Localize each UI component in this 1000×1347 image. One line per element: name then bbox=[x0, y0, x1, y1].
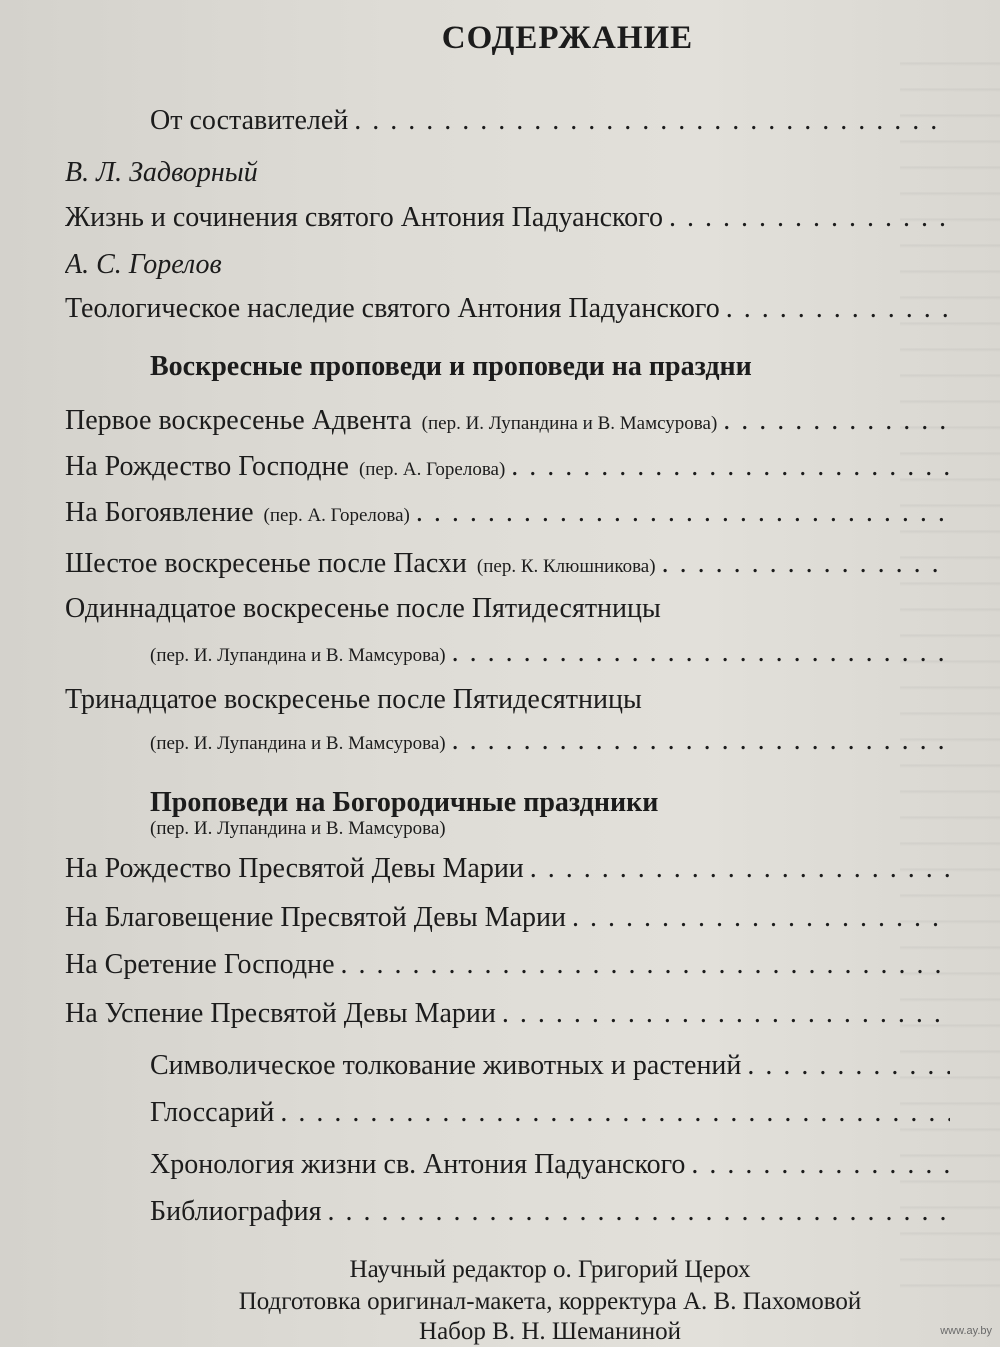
credit-editor: Научный редактор о. Григорий Церох bbox=[349, 1256, 751, 1283]
toc-entry-title-line bbox=[65, 683, 950, 717]
translator-note: (пер. И. Лупандина и В. Мамсурова) bbox=[150, 818, 446, 839]
translator-note: (пер. И. Лупандина и В. Мамсурова) bbox=[421, 413, 718, 434]
author-name: А. С. Горелов bbox=[65, 249, 222, 280]
leader-dots bbox=[274, 1096, 950, 1130]
toc-entry-title: Шестое воскресенье после Пасхи bbox=[65, 548, 467, 579]
toc-entry bbox=[65, 547, 950, 584]
leader-dots bbox=[446, 636, 950, 670]
leader-dots bbox=[720, 292, 950, 326]
page-title: СОДЕРЖАНИЕ bbox=[441, 20, 694, 56]
toc-entry-title: На Сретение Господне bbox=[65, 949, 335, 980]
section-heading bbox=[150, 350, 950, 384]
credit-layout: Подготовка оригинал-макета, корректура А. В. Пахомовой bbox=[238, 1288, 862, 1315]
toc-entry-title: На Богоявление bbox=[65, 497, 254, 528]
toc-entry-title: Тринадцатое воскресенье после Пятидесятницы bbox=[65, 684, 642, 715]
toc-entry-title: Библиография bbox=[150, 1196, 322, 1227]
leader-dots bbox=[410, 496, 950, 530]
toc-entry-intro bbox=[150, 104, 950, 138]
article-author bbox=[65, 156, 950, 190]
toc-entry-title: Одиннадцатое воскресенье после Пятидесятницы bbox=[65, 593, 661, 624]
toc-entry-title: На Успение Пресвятой Девы Марии bbox=[65, 998, 496, 1029]
leader-dots bbox=[685, 1148, 950, 1182]
leader-dots bbox=[335, 948, 951, 982]
toc-entry-title: На Рождество Пресвятой Девы Марии bbox=[65, 853, 524, 884]
toc-entry-title: Теологическое наследие святого Антония Падуанского bbox=[65, 293, 720, 324]
leader-dots bbox=[446, 724, 950, 758]
translator-note: (пер. А. Горелова) bbox=[263, 505, 410, 526]
leader-dots bbox=[496, 997, 950, 1031]
watermark: www.ay.by bbox=[940, 1325, 992, 1337]
toc-entry-title: На Рождество Господне bbox=[65, 451, 349, 482]
toc-entry-continuation bbox=[150, 636, 950, 673]
leader-dots bbox=[348, 104, 950, 138]
toc-entry bbox=[65, 901, 950, 935]
toc-entry bbox=[65, 852, 950, 886]
toc-entry bbox=[65, 997, 950, 1031]
author-name: В. Л. Задворный bbox=[65, 157, 258, 188]
toc-entry-title: Хронология жизни св. Антония Падуанского bbox=[150, 1149, 686, 1180]
toc-entry-appendix bbox=[150, 1049, 950, 1083]
toc-entry-title: От составителей bbox=[150, 105, 349, 136]
leader-dots bbox=[566, 901, 950, 935]
toc-entry bbox=[65, 450, 950, 487]
toc-entry bbox=[65, 948, 950, 982]
leader-dots bbox=[663, 201, 950, 235]
translator-note: (пер. И. Лупандина и В. Мамсурова) bbox=[150, 733, 446, 754]
toc-entry-appendix bbox=[150, 1096, 950, 1130]
leader-dots bbox=[741, 1049, 950, 1083]
translator-note: (пер. К. Клюшникова) bbox=[476, 556, 656, 577]
toc-entry-title: Глоссарий bbox=[150, 1097, 275, 1128]
translator-note: (пер. И. Лупандина и В. Мамсурова) bbox=[150, 645, 446, 666]
leader-dots bbox=[524, 852, 950, 886]
toc-entry bbox=[65, 496, 950, 533]
toc-entry-title: Жизнь и сочинения святого Антония Падуанского bbox=[65, 202, 663, 233]
section-title: Воскресные проповеди и проповеди на праздни bbox=[150, 351, 752, 382]
toc-entry-title: Первое воскресенье Адвента bbox=[65, 405, 412, 436]
toc-entry-article bbox=[65, 292, 950, 326]
toc-entry-title-line bbox=[65, 592, 950, 626]
toc-entry-continuation bbox=[150, 724, 950, 761]
leader-dots bbox=[322, 1195, 951, 1229]
leader-dots bbox=[656, 547, 950, 581]
translator-note: (пер. А. Горелова) bbox=[358, 459, 506, 480]
toc-entry-article bbox=[65, 201, 950, 235]
toc-entry-appendix bbox=[150, 1195, 950, 1229]
leader-dots bbox=[505, 450, 950, 484]
section-translator bbox=[150, 812, 950, 846]
credit-typesetting: Набор В. Н. Шеманиной bbox=[419, 1318, 681, 1345]
leader-dots bbox=[717, 404, 950, 438]
toc-entry-appendix bbox=[150, 1148, 950, 1182]
toc-entry-title: На Благовещение Пресвятой Девы Марии bbox=[65, 902, 566, 933]
toc-entry-title: Символическое толкование животных и растений bbox=[150, 1050, 742, 1081]
section-title: Проповеди на Богородичные праздники bbox=[150, 787, 659, 818]
article-author bbox=[65, 248, 950, 282]
toc-entry bbox=[65, 404, 950, 441]
